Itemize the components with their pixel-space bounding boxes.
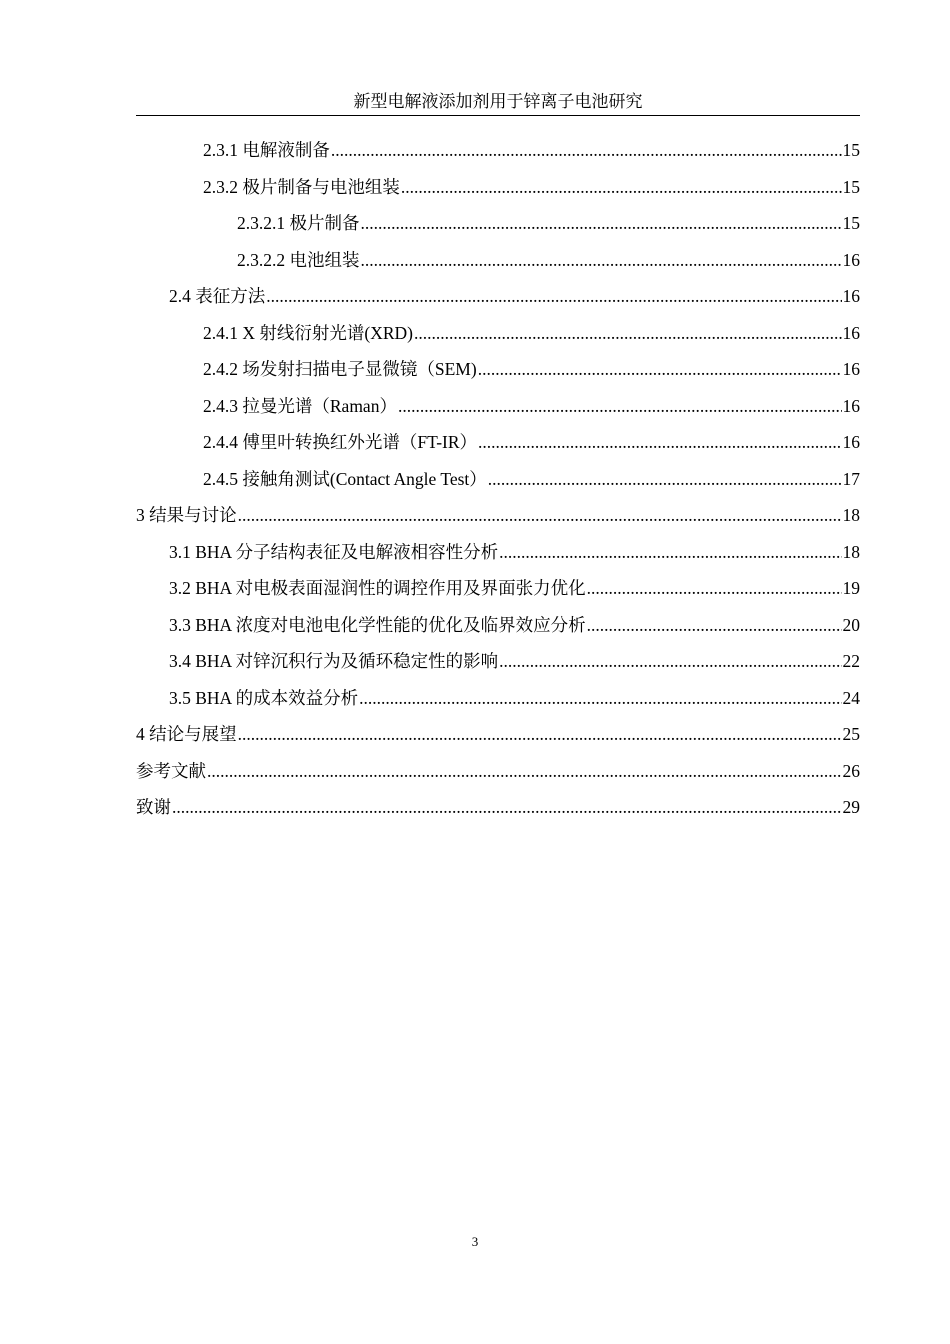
toc-entry-title: 2.4.5 接触角测试(Contact Angle Test） bbox=[203, 468, 487, 489]
toc-entry-page: 16 bbox=[842, 359, 860, 379]
toc-entry[interactable] bbox=[136, 795, 860, 832]
toc-entry-page: 16 bbox=[842, 432, 860, 452]
toc-dot-leader bbox=[414, 321, 842, 345]
toc-entry[interactable] bbox=[136, 467, 860, 504]
toc-entry-page: 18 bbox=[842, 541, 860, 562]
toc-entry-title: 2.4.2 场发射扫描电子显微镜（SEM) bbox=[203, 359, 477, 379]
toc-entry[interactable] bbox=[136, 321, 860, 358]
toc-entry-title: 3.3 BHA 浓度对电池电化学性能的优化及临界效应分析 bbox=[169, 614, 586, 635]
toc-entry-page: 19 bbox=[842, 578, 860, 598]
toc-entry-title: 2.3.2.2 电池组装 bbox=[237, 249, 360, 270]
toc-entry-page: 22 bbox=[842, 651, 860, 671]
toc-entry[interactable] bbox=[136, 175, 860, 212]
toc-entry[interactable] bbox=[136, 576, 860, 613]
toc-dot-leader bbox=[587, 613, 842, 637]
running-header: 新型电解液添加剂用于锌离子电池研究 bbox=[136, 90, 860, 116]
toc-entry[interactable] bbox=[136, 211, 860, 248]
toc-entry[interactable] bbox=[136, 649, 860, 686]
toc-entry-page: 29 bbox=[842, 797, 860, 817]
toc-entry-page: 16 bbox=[842, 249, 860, 270]
toc-dot-leader bbox=[488, 467, 842, 491]
toc-entry-page: 15 bbox=[842, 176, 860, 197]
toc-entry-title: 致谢 bbox=[136, 797, 171, 817]
toc-dot-leader bbox=[238, 503, 842, 527]
toc-dot-leader bbox=[401, 175, 842, 199]
toc-entry-title: 4 结论与展望 bbox=[136, 724, 237, 744]
toc-entry[interactable] bbox=[136, 686, 860, 723]
toc-entry-title: 2.4.4 傅里叶转换红外光谱（FT-IR） bbox=[203, 432, 478, 452]
toc-entry-title: 2.3.2 极片制备与电池组装 bbox=[203, 176, 400, 197]
toc-entry[interactable] bbox=[136, 759, 860, 796]
toc-dot-leader bbox=[172, 795, 842, 819]
toc-entry[interactable] bbox=[136, 613, 860, 650]
toc-dot-leader bbox=[359, 686, 841, 710]
toc-entry-title: 2.4.3 拉曼光谱（Raman） bbox=[203, 395, 397, 416]
toc-dot-leader bbox=[361, 211, 842, 235]
toc-entry-title: 3.1 BHA 分子结构表征及电解液相容性分析 bbox=[169, 541, 499, 562]
toc-dot-leader bbox=[398, 394, 842, 418]
toc-entry[interactable] bbox=[136, 540, 860, 577]
toc-entry-title: 参考文献 bbox=[136, 760, 206, 781]
toc-entry-title: 2.3.1 电解液制备 bbox=[203, 140, 330, 160]
toc-dot-leader bbox=[587, 576, 842, 600]
toc-entry[interactable] bbox=[136, 503, 860, 540]
toc-dot-leader bbox=[207, 759, 842, 783]
toc-entry-page: 24 bbox=[842, 687, 860, 708]
toc-entry-page: 16 bbox=[842, 395, 860, 416]
toc-entry[interactable] bbox=[136, 284, 860, 321]
toc-entry-title: 2.3.2.1 极片制备 bbox=[237, 213, 360, 233]
toc-entry-page: 15 bbox=[842, 213, 860, 233]
toc-entry-page: 17 bbox=[842, 468, 860, 489]
page-number: 3 bbox=[471, 1234, 479, 1249]
toc-entry-page: 25 bbox=[842, 724, 860, 744]
toc-entry-title: 3.4 BHA 对锌沉积行为及循环稳定性的影响 bbox=[169, 651, 499, 671]
toc-entry-page: 20 bbox=[842, 614, 860, 635]
toc-entry-title: 2.4.1 X 射线衍射光谱(XRD) bbox=[203, 322, 413, 343]
toc-entry[interactable] bbox=[136, 357, 860, 394]
toc-entry-title: 3.5 BHA 的成本效益分析 bbox=[169, 687, 359, 708]
table-of-contents bbox=[136, 138, 860, 832]
toc-dot-leader bbox=[331, 138, 842, 162]
toc-dot-leader bbox=[499, 649, 841, 673]
toc-entry-page: 18 bbox=[842, 505, 860, 525]
toc-entry-title: 2.4 表征方法 bbox=[169, 286, 266, 306]
toc-entry[interactable] bbox=[136, 248, 860, 285]
toc-dot-leader bbox=[238, 722, 842, 746]
toc-entry-page: 16 bbox=[842, 286, 860, 306]
toc-entry-title: 3.2 BHA 对电极表面湿润性的调控作用及界面张力优化 bbox=[169, 578, 586, 598]
toc-entry[interactable] bbox=[136, 138, 860, 175]
toc-entry-page: 16 bbox=[842, 322, 860, 343]
toc-entry-page: 15 bbox=[842, 140, 860, 160]
toc-dot-leader bbox=[266, 284, 841, 308]
toc-dot-leader bbox=[499, 540, 841, 564]
toc-entry[interactable] bbox=[136, 394, 860, 431]
toc-dot-leader bbox=[361, 248, 842, 272]
toc-entry[interactable] bbox=[136, 722, 860, 759]
toc-entry-page: 26 bbox=[842, 760, 860, 781]
toc-dot-leader bbox=[478, 430, 841, 454]
toc-dot-leader bbox=[478, 357, 842, 381]
toc-entry[interactable] bbox=[136, 430, 860, 467]
toc-entry-title: 3 结果与讨论 bbox=[136, 505, 237, 525]
